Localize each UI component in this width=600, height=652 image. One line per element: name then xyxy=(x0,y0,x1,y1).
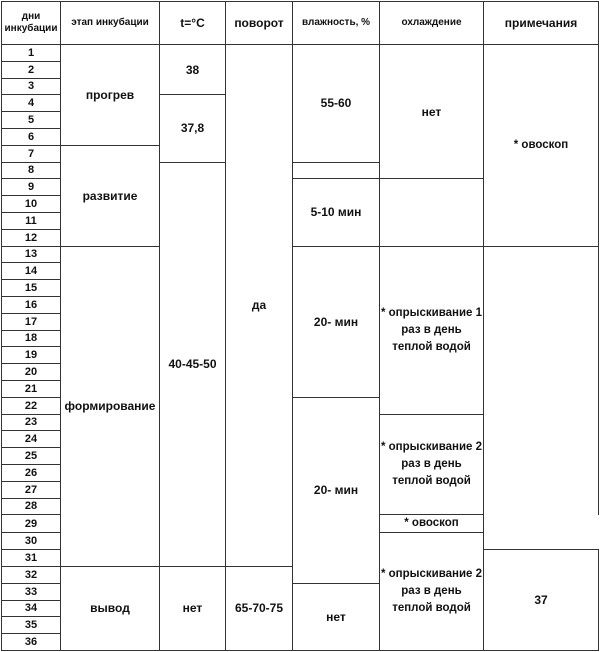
cooling-20-2: 20- мин xyxy=(293,397,380,583)
day-number: 23 xyxy=(2,414,61,431)
day-number: 22 xyxy=(2,397,61,414)
stage-formation: формирование xyxy=(61,246,160,566)
day-number: 10 xyxy=(2,196,61,213)
note-spray-3: * опрыскивание 2 раз в день теплой водой xyxy=(380,533,484,651)
header-humidity: влажность, % xyxy=(293,2,380,45)
day-number: 5 xyxy=(2,112,61,129)
header-temperature: t=°C xyxy=(160,2,226,45)
header-cooling: охлаждение xyxy=(380,2,484,45)
header-row xyxy=(2,2,599,45)
cooling-none-2: нет xyxy=(293,583,380,650)
humidity-65-70-75: 65-70-75 xyxy=(226,566,293,650)
day-number: 29 xyxy=(2,515,61,533)
stage-warmup: прогрев xyxy=(61,45,160,146)
day-number: 1 xyxy=(2,45,61,62)
day-number: 20 xyxy=(2,364,61,381)
temp-37: 37 xyxy=(484,550,599,651)
header-days: дни инкубации xyxy=(2,2,61,45)
day-number: 25 xyxy=(2,448,61,465)
day-number: 7 xyxy=(2,145,61,162)
day-number: 2 xyxy=(2,61,61,78)
day-number: 12 xyxy=(2,229,61,246)
day-number: 8 xyxy=(2,162,61,179)
day-number: 17 xyxy=(2,313,61,330)
note-ovoscope-2: * овоскоп xyxy=(380,515,484,533)
day-number: 28 xyxy=(2,498,61,515)
stage-development: развитие xyxy=(61,145,160,246)
stage-hatch: вывод xyxy=(61,566,160,650)
day-number: 31 xyxy=(2,550,61,567)
turning-no: нет xyxy=(160,566,226,650)
temp-38: 38 xyxy=(160,45,226,95)
day-number: 16 xyxy=(2,296,61,313)
cooling-20-1: 20- мин xyxy=(293,246,380,397)
day-number: 34 xyxy=(2,600,61,617)
day-number: 6 xyxy=(2,128,61,145)
header-stage: этап инкубации xyxy=(61,2,160,45)
day-number: 18 xyxy=(2,330,61,347)
day-number: 30 xyxy=(2,533,61,550)
note-ovoscope-1: * овоскоп xyxy=(484,45,599,247)
note-spray-2: * опрыскивание 2 раз в день теплой водой xyxy=(380,414,484,515)
day-number: 4 xyxy=(2,95,61,112)
note-spray-1: * опрыскивание 1 раз в день теплой водой xyxy=(380,246,484,414)
day-number: 3 xyxy=(2,78,61,95)
day-number: 19 xyxy=(2,347,61,364)
header-turning: поворот xyxy=(226,2,293,45)
day-number: 27 xyxy=(2,481,61,498)
day-number: 35 xyxy=(2,617,61,634)
day-number: 13 xyxy=(2,246,61,263)
day-number: 15 xyxy=(2,280,61,297)
day-number: 21 xyxy=(2,380,61,397)
day-number: 33 xyxy=(2,583,61,600)
day-number: 11 xyxy=(2,212,61,229)
header-notes: примечания xyxy=(484,2,599,45)
humidity-55-60: 55-60 xyxy=(293,45,380,163)
day-number: 26 xyxy=(2,464,61,481)
day-number: 9 xyxy=(2,179,61,196)
cooling-none-1: нет xyxy=(380,45,484,179)
day-number: 24 xyxy=(2,431,61,448)
day-number: 32 xyxy=(2,566,61,583)
day-number: 14 xyxy=(2,263,61,280)
humidity-40-45-50: 40-45-50 xyxy=(160,162,226,566)
table-row xyxy=(2,45,599,62)
incubation-table xyxy=(1,1,599,651)
temp-37-8: 37,8 xyxy=(160,95,226,162)
turning-yes: да xyxy=(226,45,293,567)
table-row xyxy=(2,246,599,263)
cooling-5-10: 5-10 мин xyxy=(293,179,380,246)
day-number: 36 xyxy=(2,634,61,651)
